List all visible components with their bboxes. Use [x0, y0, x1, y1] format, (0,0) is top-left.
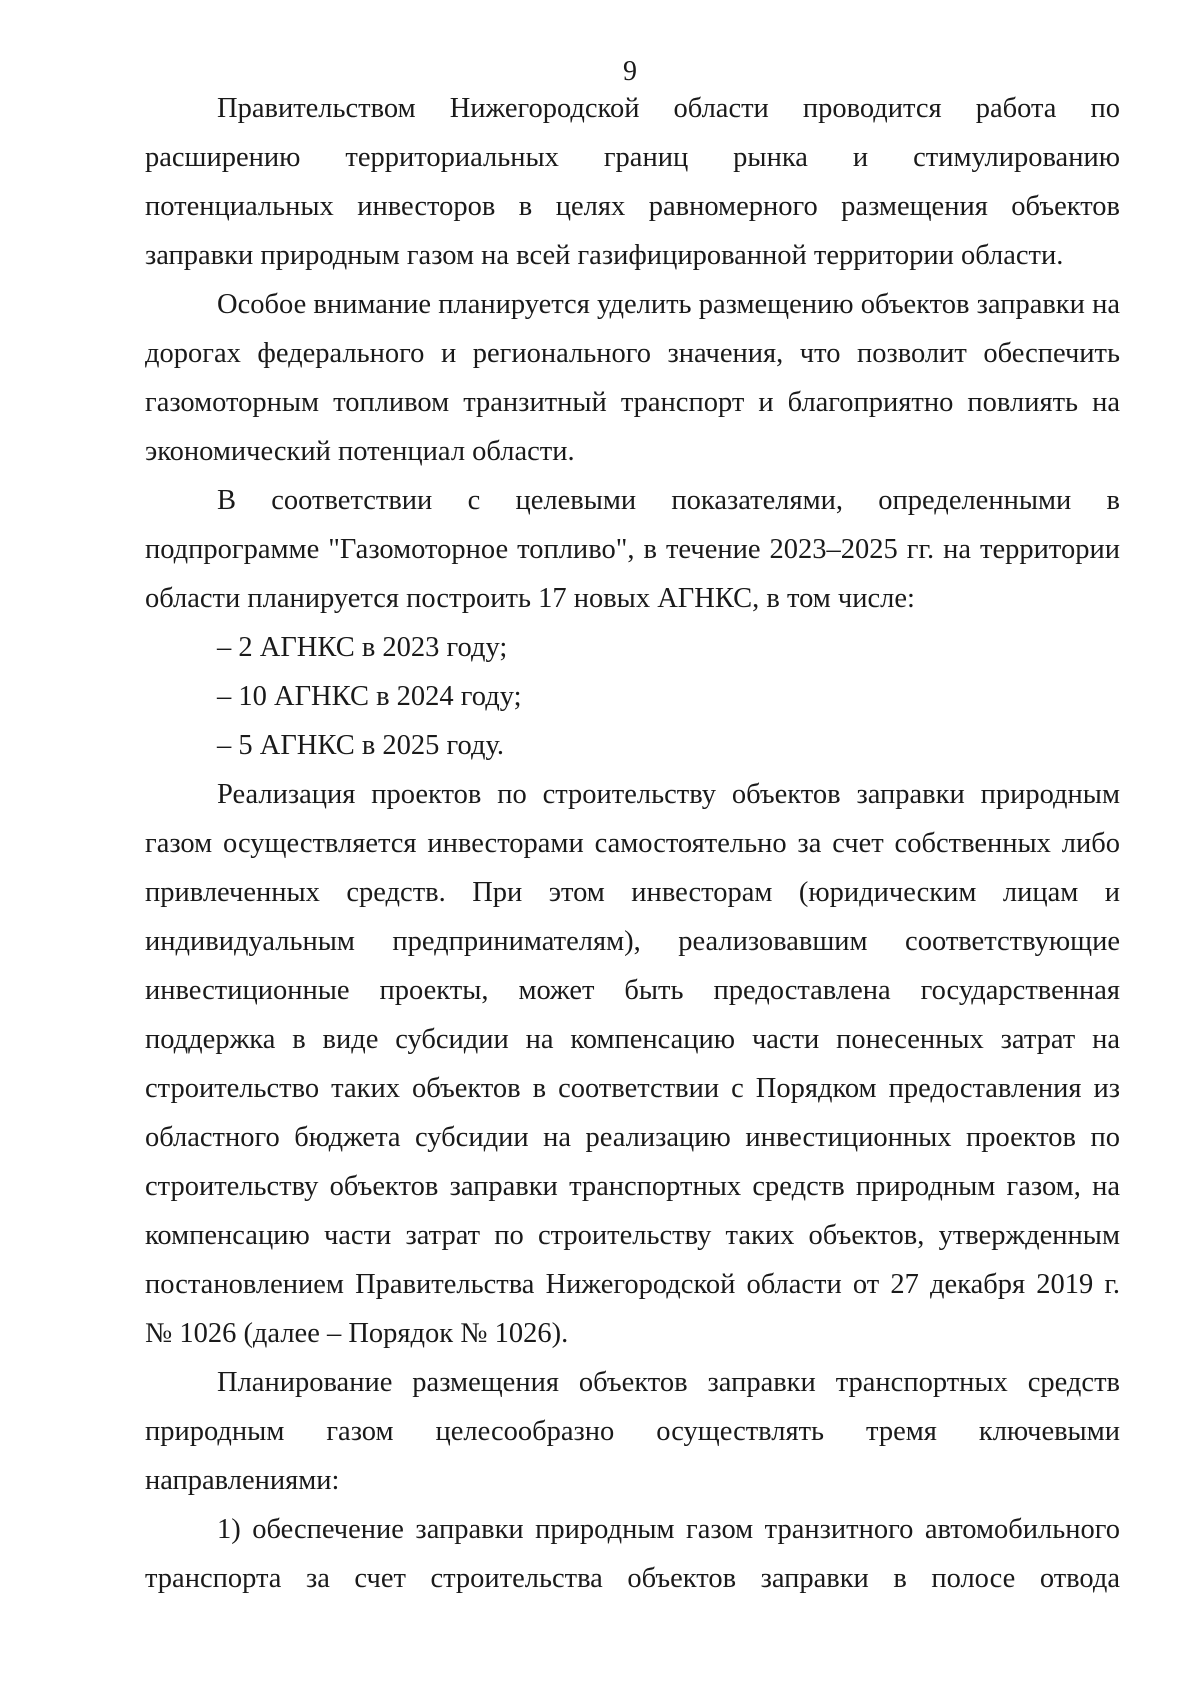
paragraph-direction-1: 1) обеспечение заправки природным газом транзитного автомобильного транспорта за счет строительства объектов заправки в полосе отвода [145, 1514, 1120, 1594]
paragraph-target-indicators: В соответствии с целевыми показателями, определенными в подпрограмме "Газомоторное топливо", в течение 2023–2025 гг. на территории области планируется построить 17 новых АГНКС, в том числе: [145, 485, 1120, 614]
list-item-2023: – 2 АГНКС в 2023 году; [217, 632, 508, 663]
paragraph-project-implementation: Реализация проектов по строительству объектов заправки природным газом осуществляется инвесторами самостоятельно за счет собственных либо привлеченных средств. При этом инвесторам (юридическим лицам и индивидуальным предпринимателям), реализовавшим соответствующие инвестиционные проекты, может быть предоставлена государственная поддержка в виде субсидии на компенсацию части понесенных затрат на строительство таких объектов в соответствии с Порядком предоставления из областного бюджета субсидии на реализацию инвестиционных проектов по строительству объектов заправки транспортных средств природным газом, на компенсацию части затрат по строительству таких объектов, утвержденным постановлением Правительства Нижегородской области от 27 декабря 2019 г. № 1026 (далее – Порядок № 1026). [145, 779, 1120, 1349]
list-item-2024: – 10 АГНКС в 2024 году; [217, 681, 522, 712]
paragraph-roads-attention: Особое внимание планируется уделить размещению объектов заправки на дорогах федерального и регионального значения, что позволит обеспечить газомоторным топливом транзитный транспорт и благоприятно повлиять на экономический потенциал области. [145, 289, 1120, 467]
list-item-2025: – 5 АГНКС в 2025 году. [217, 730, 504, 761]
paragraph-planning-directions: Планирование размещения объектов заправки транспортных средств природным газом целесообразно осуществлять тремя ключевыми направлениями: [145, 1367, 1120, 1496]
document-body [145, 84, 1120, 1603]
paragraph-investors-work: Правительством Нижегородской области проводится работа по расширению территориальных границ рынка и стимулированию потенциальных инвесторов в целях равномерного размещения объектов заправки природным газом на всей газифицированной территории области. [145, 93, 1120, 271]
page-number: 9 [623, 56, 637, 87]
